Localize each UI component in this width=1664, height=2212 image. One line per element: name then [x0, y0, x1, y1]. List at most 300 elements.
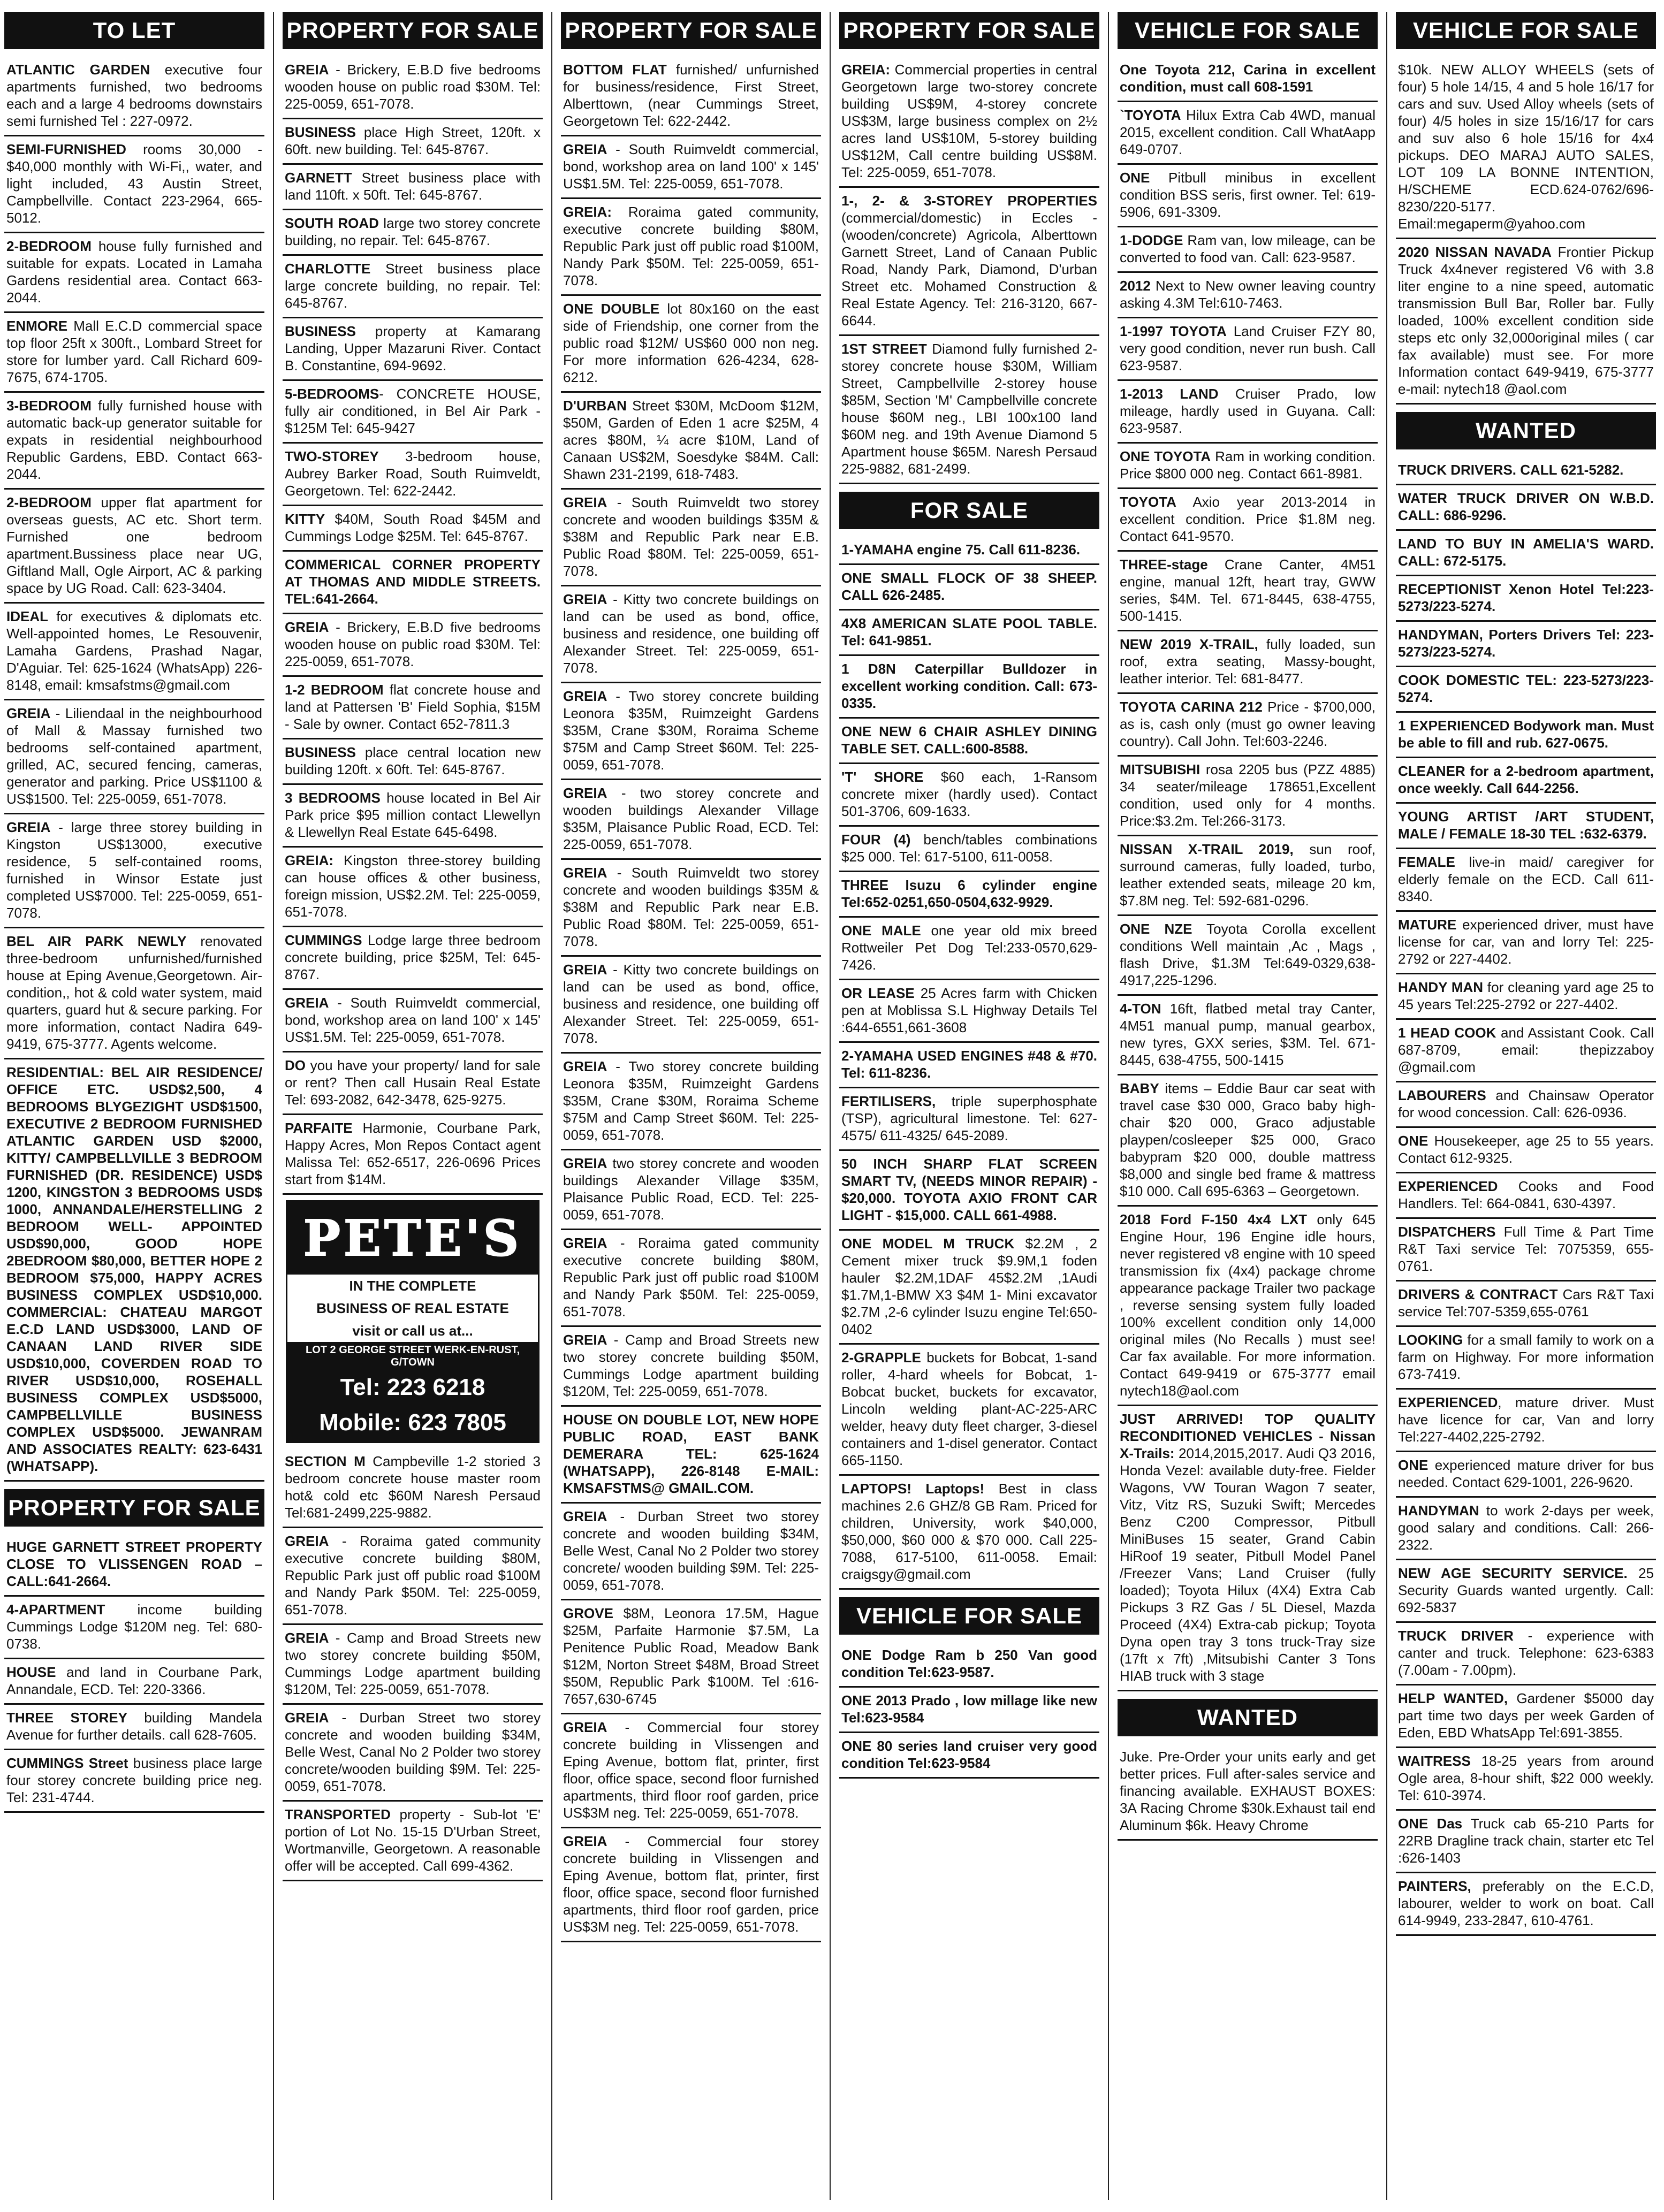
ad-lead: CUMMINGS [285, 932, 362, 948]
ad-text: - Camp and Broad Streets new two storey concrete building $50M, Cummings Lodge apartment building $120M, Tel: 225-0059, 651-7078. [563, 1332, 819, 1399]
classified-ad [561, 1714, 821, 1828]
ad-text: COMMERICAL CORNER PROPERTY AT THOMAS AND MIDDLE STREETS. TEL:641-2664. [285, 556, 541, 607]
classified-ad [4, 814, 264, 928]
ad-text: and Assistant Cook. Call 687-8709, email: thepizzaboy @gmail.com [1398, 1025, 1654, 1075]
ad-lead: 'T' SHORE [841, 769, 924, 785]
ad-text: Porters Drivers Tel: 223-5273/223-5274. [1398, 627, 1654, 660]
ad-text: Campbeville 1-2 storied 3 bedroom concrete house master room hot& cold etc $60M Naresh Persaud Tel:681-2499,225-9882. [285, 1453, 541, 1521]
ad-lead: GREIA [563, 962, 607, 978]
classified-ad [283, 381, 543, 444]
classified-ad [1118, 552, 1378, 631]
column-vehicle-for-sale-1 [1118, 12, 1378, 2206]
ad-lead: GREIA [563, 1508, 607, 1524]
classified-ad [1118, 836, 1378, 916]
classified-ad [1396, 1685, 1656, 1748]
classified-ad [1396, 1811, 1656, 1873]
ad-lead: 3 BEDROOMS [285, 790, 381, 806]
ad-lead: TWO-STOREY [285, 448, 379, 464]
ad-text: - Durban Street two storey concrete and wooden building $34M, Belle West, Canal No 2 Polder two storey concrete/ wooden building $9M. Tel: 225-0059, 651-7078. [563, 1508, 819, 1593]
ad-text: ONE 2013 Prado , low millage like new Tel:623-9584 [841, 1692, 1097, 1726]
ad-text: Kingston three-storey building can house offices & other business, foreign mission, US$2.2M. Tel: 225-0059, 651-7078. [285, 852, 541, 920]
ad-text: $2.2M , 2 Cement mixer truck $9.9M,1 foden hauler $2.2M,1DAF 45$2.2M ,1Audi $1.7M,1-BMW X3 $4M 1- Mini excavator $2.7M ,2-6 cylinder Isuzu engine Tel:650-0402 [841, 1235, 1097, 1337]
ad-text: Frontier Pickup Truck 4x4never registered V6 with 3.8 liter engine to a nine speed, automatic transmission Bull Bar, Roller bar. Fully loaded, 100% excellent condition side steps etc only 32,000original miles ( car fax available) must see. For more Information contact 649-9419, 675-3777 e-mail: nytech18 @aol.com [1398, 244, 1654, 397]
ad-text: 2014,2015,2017. Audi Q3 2016, Honda Vezel: available duty-free. Fielder Wagons, VW Touran Wagon 7 seater, Vitz, Vitz RS, Suzuki Swift; Mercedes Benz C200 Compressor, Pitbull MiniBuses 15 seater, Grand Cabin HiRoof 19 seater, Pitbull Model Panel /Freezer Vans; Land Cruiser (fully loaded); Toyota Hilux (4X4) Extra Cab Pickups 3 RZ Gas / 5L Diesel, Mazda Proceed (4X4) Extra-cab pickup; Toyota Dyna open tray 3 tons truck-Tray size (17ft x 7ft) ,Mitsubishi Canter 3 Tons HIAB truck with 3 stage [1120, 1445, 1376, 1684]
ad-lead: 1-DODGE [1120, 232, 1183, 248]
ad-lead: D'URBAN [563, 398, 627, 414]
ad-text: $8M, Leonora 17.5M, Hague $25M, Parfaite Harmonie $7.5M, La Penitence Public Road, Meadow Bank $12M, Norton Street $48M, Broad Street $50M, Republic Park $100M. Tel :616-7657,630-6745 [563, 1605, 819, 1707]
ads-list [839, 1642, 1099, 1779]
column-divider [273, 12, 274, 2200]
ad-lead: RECEPTIONIST [1398, 581, 1501, 597]
ad-lead: LABOURERS [1398, 1087, 1486, 1103]
ad-lead: BUSINESS [285, 323, 356, 339]
classified-ad [283, 785, 543, 848]
classified-ad [561, 490, 821, 586]
ad-text: 25 Security Guards wanted urgently. Call: 692-5837 [1398, 1565, 1654, 1615]
ad-text: - two storey concrete and wooden buildings Alexander Village $35M, Plaisance Public Road, ECD. Tel: 225-0059, 651-7078. [563, 785, 819, 852]
ad-text: - CONCRETE HOUSE, fully air conditioned, in Bel Air Park - $125M Tel: 645-9427 [285, 386, 541, 436]
classified-ad [561, 1828, 821, 1942]
classified-ad [839, 1476, 1099, 1590]
classified-ad [839, 57, 1099, 188]
ad-lead: HANDY MAN [1398, 979, 1484, 995]
ad-lead: 1ST STREET [841, 341, 927, 357]
classified-ad [283, 1705, 543, 1802]
ad-text: Land Cruiser FZY 80, very good condition, never run bush. Call 623-9587. [1120, 323, 1376, 373]
column-divider [1386, 12, 1387, 2200]
ad-text: Truck cab 65-210 Parts for 22RB Dragline track chain, starter etc Tel :626-1403 [1398, 1816, 1654, 1866]
section-header-property-for-sale: PROPERTY FOR SALE [4, 1489, 264, 1527]
ad-lead: TRANSPORTED [285, 1806, 391, 1822]
classified-ad [839, 1345, 1099, 1476]
classified-ad [283, 1448, 543, 1528]
classified-ad [283, 444, 543, 506]
ad-lead: 1-, 2- & 3-STOREY PROPERTIES [841, 193, 1097, 209]
promo-mobile: Mobile: 623 7805 [287, 1406, 538, 1441]
classified-ad [1396, 622, 1656, 667]
ad-text: Price - $700,000, as is, cash only (must go owner leaving country). Call John. Tel:603-2246. [1120, 699, 1376, 749]
ad-lead: THREE-stage [1120, 556, 1208, 573]
classified-ad [283, 677, 543, 739]
classified-ad [1396, 1219, 1656, 1282]
ad-lead: 1 HEAD COOK [1398, 1025, 1496, 1041]
ad-lead: ONE TOYOTA [1120, 448, 1211, 464]
ads-list [1118, 57, 1378, 1691]
ad-text: - Roraima gated community executive concrete building $80M, Republic Park just off public road $100M and Nandy Park $50M. Tel: 225-0059, 651-7078. [563, 1235, 819, 1319]
classified-ad [1118, 444, 1378, 489]
ad-text: executive four apartments furnished, two bedrooms each and a large 4 bedrooms downstairs semi furnished Tel : 227-0972. [6, 62, 262, 129]
ad-text: house fully furnished and suitable for expats. Located in Lamaha Gardens residential area. Contact 663-2044. [6, 238, 262, 306]
classified-ad [1118, 273, 1378, 318]
classified-ad [561, 1504, 821, 1600]
ad-text: lot 80x160 on the east side of Friendship, one corner from the public road $12M/ US$60 000 non neg. For more information 626-4234, 628-6212. [563, 301, 819, 385]
ad-lead: GREIA [563, 1155, 607, 1171]
classified-ad [1118, 757, 1378, 836]
ad-text: - experience with canter and truck. Telephone: 623-6383 (7.00am - 7.00pm). [1398, 1628, 1654, 1678]
ads-list [1396, 57, 1656, 405]
ad-lead: GREIA: [563, 204, 612, 220]
classified-ad [561, 683, 821, 780]
ad-text: - South Ruimveldt two storey concrete and wooden buildings $35M & $38M and Republic Park near E.B. Public Road $80M. Tel: 225-0059, 651-7078. [563, 494, 819, 579]
ad-text: Cooks and Food Handlers. Tel: 664-0841, 630-4397. [1398, 1178, 1654, 1211]
classified-ad [561, 1230, 821, 1327]
classified-ad [839, 1043, 1099, 1088]
ad-text: fully loaded, sun roof, extra seating, Massy-bought, leather interior. Tel: 681-8477. [1120, 636, 1376, 687]
classified-ad [561, 57, 821, 136]
ad-text: for cleaning yard age 25 to 45 years Tel:225-2792 or 227-4402. [1398, 979, 1654, 1012]
classified-ad [4, 1597, 264, 1659]
ads-list [283, 1448, 543, 1881]
ad-lead: 2-GRAPPLE [841, 1349, 921, 1366]
ad-text: (commercial/domestic) in Eccles - (wooden/concrete) Agricola, Alberttown Garnett Street, Land of Canaan Public Road, Nandy Park, Diamond, D'urban Street etc. Mohamed Construction & Real Estate Agency. Tel: 216-3120, 667-6644. [841, 210, 1097, 329]
ad-text: CLEANER for a 2-bedroom apartment, once weekly. Call 644-2256. [1398, 763, 1654, 796]
ad-text: income building Cummings Lodge $120M neg. Tel: 680-0738. [6, 1601, 262, 1652]
ad-lead: 2012 [1120, 278, 1151, 294]
ad-text: you have your property/ land for sale or rent? Then call Husain Real Estate Tel: 693-2082, 642-3478, 625-9275. [285, 1057, 541, 1108]
ad-text: business place large four storey concrete building price neg. Tel: 231-4744. [6, 1755, 262, 1805]
ad-text: ONE 80 series land cruiser very good condition Tel:623-9584 [841, 1738, 1097, 1771]
column-property-and-for-sale [839, 12, 1099, 2206]
classified-ad [839, 1642, 1099, 1688]
ad-text: TRUCK DRIVERS. CALL 621-5282. [1398, 462, 1624, 478]
ad-lead: HELP WANTED, [1398, 1690, 1508, 1706]
classified-ad [4, 313, 264, 393]
ad-text: $40M, South Road $45M and Cummings Lodge $25M. Tel: 645-8767. [285, 511, 541, 544]
ad-lead: 2-BEDROOM [6, 238, 92, 254]
classified-ad [283, 739, 543, 785]
ad-lead: GREIA [563, 1833, 607, 1849]
ad-lead: GREIA [6, 705, 51, 721]
ad-text: Ram van, low mileage, can be converted to food van. Call: 623-9587. [1120, 232, 1376, 265]
ad-text: for a small family to work on a farm on Highway. For more information 673-7419. [1398, 1332, 1654, 1382]
classified-ad [839, 336, 1099, 484]
ad-text: Gardener $5000 day part time two days per week Garden of Eden, EBD WhatsApp Tel:691-3855. [1398, 1690, 1654, 1741]
ad-lead: CHARLOTTE [285, 261, 371, 277]
classified-ad [1396, 1498, 1656, 1560]
ad-text: rooms 30,000 - $40,000 monthly with Wi-Fi,, water, and light included, 43 Austin Street, Campbellville. Contact 223-2964, 665-5012. [6, 141, 262, 226]
ad-lead: 1-2 BEDROOM [285, 682, 384, 698]
ad-lead: GROVE [563, 1605, 613, 1621]
classified-ad [4, 1705, 264, 1750]
classified-ad [1396, 239, 1656, 405]
promo-tel: Tel: 223 6218 [287, 1371, 538, 1406]
ad-lead: GREIA [285, 1710, 329, 1726]
classified-ad [1396, 531, 1656, 576]
ad-lead: LOOKING [1398, 1332, 1463, 1348]
ad-text: 1-YAMAHA engine 75. Call 611-8236. [841, 541, 1081, 558]
classified-ad [839, 1151, 1099, 1231]
classified-ad [4, 1750, 264, 1813]
classified-ad [283, 927, 543, 990]
ad-text: Hilux Extra Cab 4WD, manual 2015, excellent condition. Call WhatAapp 649-0707. [1120, 107, 1376, 157]
classified-ad [1396, 667, 1656, 713]
ad-text: Full Time & Part Time R&T Taxi service Tel: 7075359, 655-0761. [1398, 1224, 1654, 1274]
ad-lead: SEMI-FURNISHED [6, 141, 126, 157]
classified-ad [283, 848, 543, 927]
ad-text: - Liliendaal in the neighbourhood of Mall & Massay furnished two bedrooms self-contained apartment, grilled, AC, secured fencing, cameras, generator and parking. Price US$1100 & US$1500. Tel: 225-0059, 651-7078. [6, 705, 262, 807]
ad-lead: HANDYMAN, [1398, 627, 1483, 643]
ad-text: Lodge large three bedroom concrete building, price $25M, Tel: 645-8767. [285, 932, 541, 982]
ad-lead: IDEAL [6, 608, 48, 624]
ad-lead: 3-BEDROOM [6, 398, 92, 414]
classified-ad [283, 57, 543, 119]
ad-text: experienced driver, must have license for car, van and lorry Tel: 225-2792 or 227-4402. [1398, 917, 1654, 967]
ad-lead: 4-TON [1120, 1001, 1161, 1017]
ad-text: Street business place large concrete building, no repair. Tel: 645-8767. [285, 261, 541, 311]
ad-lead: ONE [1398, 1133, 1429, 1149]
promo-address: LOT 2 GEORGE STREET WERK-EN-RUST, G/TOWN [287, 1342, 538, 1371]
ad-text: - large three storey building in Kingston US$13000, executive residence, 5 self-contained rooms, furnished in Winsor Estate just completed US$7000. Tel: 225-0059, 651-7078. [6, 819, 262, 921]
ad-lead: GREIA [285, 62, 329, 78]
classified-ad [1118, 227, 1378, 273]
classified-ad [1118, 381, 1378, 444]
classified-ad [839, 565, 1099, 611]
ads-list [4, 57, 264, 1482]
ad-text: Pitbull minibus in excellent condition BSS seris, first owner. Tel: 619-5906, 691-3309. [1120, 170, 1376, 220]
classified-ad [839, 537, 1099, 565]
ad-text: to work 2-days per week, good salary and conditions. Call: 266-2322. [1398, 1502, 1654, 1553]
ad-lead: FEMALE [1398, 854, 1455, 870]
ad-text: RESIDENTIAL: BEL AIR RESIDENCE/ OFFICE ETC. USD$2,500, 4 BEDROOMS BLYGEZIGHT USD$1500, EXECUTIVE 2 BEDROOM FURNISHED ATLANTIC GARDEN USD $2000, KITTY/ CAMPBELLVILLE 3 BEDROOM FURNISHED (DR. RESIDENCE) USD$ 1200, KINGSTON 3 BEDROOMS USD$ 1000, ANNANDALE/HERSTELLING 2 BEDROOM WELL- APPOINTED USD$90,000, GOOD HOPE 2BEDROOM $80,000, BETTER HOPE 2 BEDROOM $75,000, HAPPY ACRES BUSINESS COMPLEX USD$10,000. COMMERCIAL: CHATEAU MARGOT E.C.D LAND USD$3000, LAND OF CANAAN LAND RIVER SIDE USD$10,000, COVERDEN ROAD TO RIVER USD$10,000, ROSEHALL BUSINESS COMPLEX USD$5000, CAMPBELLVILLE BUSINESS COMPLEX USD$5000. JEWANRAM AND ASSOCIATES REALTY: 623-6431 (WHATSAPP). [6, 1064, 262, 1474]
ad-lead: `TOYOTA [1120, 107, 1181, 123]
classified-ad [561, 1150, 821, 1230]
classified-ad [283, 1115, 543, 1195]
ad-lead: ATLANTIC GARDEN [6, 62, 150, 78]
classified-ad [1396, 974, 1656, 1020]
column-divider [1108, 12, 1109, 2200]
ad-text: - Camp and Broad Streets new two storey concrete building $50M, Cummings Lodge apartment building $120M, Tel: 225-0059, 651-7078. [285, 1630, 541, 1697]
ad-lead: GREIA [285, 1630, 329, 1646]
classified-ad [561, 860, 821, 957]
ad-text: furnished/ unfurnished for business/residence, First Street, Alberttown, (near Cummings Street, Georgetown Tel: 622-2442. [563, 62, 819, 129]
ad-lead: GREIA [563, 141, 607, 157]
ad-lead: WAITRESS [1398, 1753, 1471, 1769]
column-divider [830, 12, 831, 2200]
ad-text: items – Eddie Baur car seat with travel case $30 000, Graco baby high-chair $20 000, Graco adjustable playpen/cosleeper $25 000, Graco babypram $20 000, double mattress $8,000 and single bed frame & mattress $10 000. Call 695-6363 – Georgetown. [1120, 1080, 1376, 1199]
ad-lead: ONE [1398, 1457, 1429, 1473]
ad-text: and Chainsaw Operator for wood concession. Call: 626-0936. [1398, 1087, 1654, 1120]
classified-ad [561, 586, 821, 683]
ad-text: for executives & diplomats etc. Well-appointed homes, Le Resouvenir, Lamaha Gardens, Prashad Nagar, D'Aguiar. Tel: 625-1624 (WhatsApp) 226-8148, email: kmsafstms@gmail.com [6, 608, 262, 693]
ad-text: Roraima gated community, executive concrete building $80M, Republic Park just off public road $100M, Nandy Park $50M. Tel: 225-0059, 651-7078. [563, 204, 819, 288]
ad-lead: 2018 Ford F-150 4x4 LXT [1120, 1211, 1307, 1227]
ad-text: HUGE GARNETT STREET PROPERTY CLOSE TO VLISSENGEN ROAD – CALL:641-2664. [6, 1539, 262, 1589]
classified-ad [1396, 1020, 1656, 1082]
ad-text: property - Sub-lot 'E' portion of Lot No. 15-15 D'Urban Street, Wortmanville, Georgetown. A reasonable offer will be accepted. Call 699-4362. [285, 1806, 541, 1874]
ad-text: Cars R&T Taxi service Tel:707-5359,655-0761 [1398, 1286, 1654, 1319]
section-header-to-let: TO LET [4, 12, 264, 49]
ad-text: COOK DOMESTIC TEL: 223-5273/223-5274. [1398, 672, 1654, 705]
classified-ad [1396, 1560, 1656, 1623]
ad-lead: EXPERIENCED [1398, 1394, 1498, 1410]
ad-text: - South Ruimveldt commercial, bond, workshop area on land 100' x 145' US$1.5M. Tel: 225-0059, 651-7078. [563, 141, 819, 192]
section-header-for-sale: FOR SALE [839, 492, 1099, 529]
classified-ad [1118, 1207, 1378, 1406]
ad-text: Best in class machines 2.6 GHZ/8 GB Ram. Priced for children, University, work $40,000, $50,000, $60 000 & $70 000. Call 225-7088, 617-5100, 611-0058. Email: craigsgy@gmail.com [841, 1481, 1098, 1582]
classified-ad [283, 552, 543, 614]
ad-text: Street $30M, McDoom $12M, $50M, Garden of Eden 1 acre $25M, 4 acres $80M, ¼ acre $10M, Land of Canaan US$2M, Soesdyke $84M. Call: Shawn 231-2199, 618-7483. [563, 398, 819, 482]
ad-text: renovated three-bedroom unfurnished/furnished house at Eping Avenue,Georgetown. Air-condition,, hot & cold water system, maid quarters, guard hut & secure parking. For more information, contact Nadira 649-9419, 675-3777. Agents welcome. [6, 933, 262, 1052]
classified-ad [839, 918, 1099, 980]
classified-ad [283, 990, 543, 1052]
classified-ad [4, 928, 264, 1059]
ad-lead: FOUR (4) [841, 832, 911, 848]
classified-ad [561, 1327, 821, 1407]
classified-ad [561, 393, 821, 490]
ads-list [561, 57, 821, 1942]
ad-lead: GREIA [563, 494, 607, 510]
classified-ad [1118, 57, 1378, 102]
section-header-vehicle-for-sale: VEHICLE FOR SALE [1396, 12, 1656, 49]
ad-text: Commercial properties in central Georgetown large two-storey concrete building US$9M, 4-storey concrete US$3M, large business complex on 2½ acres land US$10M, 5-storey building US$12M, Call centre building US$8M. Tel: 225-0059, 651-7078. [841, 62, 1097, 180]
classified-ad [1396, 849, 1656, 912]
ad-text: and land in Courbane Park, Annandale, ECD. Tel: 220-3366. [6, 1664, 262, 1697]
section-header-vehicle-for-sale: VEHICLE FOR SALE [1118, 12, 1378, 49]
ad-text: - Two storey concrete building Leonora $35M, Ruimzeight Gardens $35M, Crane $30M, Roraima Scheme $75M and Camp Street $60M. Tel: 225-0059, 651-7078. [563, 688, 819, 773]
classified-ad [1396, 1748, 1656, 1811]
ad-text: , mature driver. Must have licence for car, Van and lorry Tel:227-4402,225-2792. [1398, 1394, 1654, 1445]
classified-ad [561, 780, 821, 860]
ad-lead: MATURE [1398, 917, 1457, 933]
classified-ad [283, 1625, 543, 1705]
ad-text: 3-bedroom house, Aubrey Barker Road, South Ruimveldt, Georgetown. Tel: 622-2442. [285, 448, 541, 499]
ad-lead: HOUSE [6, 1664, 56, 1680]
ad-text: rosa 2205 bus (PZZ 4885) 34 seater/mileage 178651,Excellent condition, used only for 4 months. Price:$3.2m. Tel:266-3173. [1120, 761, 1376, 829]
column-vehicle-and-wanted [1396, 12, 1656, 2206]
ad-text: - Durban Street two storey concrete and wooden building $34M, Belle West, Canal No 2 Polder two storey concrete/wooden building $9M. Tel: 225-0059, 651-7078. [285, 1710, 541, 1794]
ad-lead: ONE DOUBLE [563, 301, 660, 317]
ad-text: 50 INCH SHARP FLAT SCREEN SMART TV, (NEEDS MINOR REPAIR) - $20,000. TOYOTA AXIO FRONT CAR LIGHT - $15,000. CALL 661-4988. [841, 1156, 1097, 1223]
ad-text: - Roraima gated community executive concrete building $80M, Republic Park just off public road $100M and Nandy Park $50M. Tel: 225-0059, 651-7078. [285, 1533, 541, 1618]
classified-ad [1396, 912, 1656, 974]
petes-logo: PETE'S [287, 1202, 538, 1275]
ad-text: $60 each, 1-Ransom concrete mixer (hardly used). Contact 501-3706, 609-1633. [841, 769, 1098, 819]
ad-lead: CUMMINGS Street [6, 1755, 128, 1771]
classified-ad [1396, 485, 1656, 531]
ad-text: - Kitty two concrete buildings on land can be used as bond, office, business and residence, one building off Alexander Street. Tel: 225-0059, 651-7078. [563, 591, 819, 676]
classified-ad [1396, 1128, 1656, 1173]
ad-lead: GREIA [563, 1332, 607, 1348]
ad-text: house located in Bel Air Park price $95 million contact Llewellyn & Llewellyn Real Estate 645-6498. [285, 790, 541, 840]
classified-ad [4, 57, 264, 136]
classified-ad [283, 119, 543, 165]
ad-lead: GREIA [285, 1533, 329, 1549]
classified-ad [283, 614, 543, 677]
ad-text: - Kitty two concrete buildings on land can be used as bond, office, business and residence, one building off Alexander Street. Tel: 225-0059, 651-7078. [563, 962, 819, 1046]
ad-text: only 645 Engine Hour, 196 Engine idle hours, never registered v8 engine with 10 speed transmission fix (4x4) package chrome appearance package Trailer two package , reverse sensing system fully loaded 100% excellent condition only 14,000 original miles (No Recalls ) must see! Car fax available. For more information. Contact 649-9419 or 675-3777 email nytech18@aol.com [1120, 1211, 1376, 1399]
ad-lead: 5-BEDROOMS [285, 386, 379, 402]
classified-ad [1396, 576, 1656, 622]
ad-lead: BOTTOM FLAT [563, 62, 667, 78]
classified-ad [561, 957, 821, 1054]
ad-lead: GREIA: [841, 62, 890, 78]
ad-text: 1 EXPERIENCED Bodywork man. Must be able to fill and rub. 627-0675. [1398, 718, 1654, 751]
classified-ad [561, 1407, 821, 1504]
section-header-property-for-sale: PROPERTY FOR SALE [561, 12, 821, 49]
classified-ad [1118, 694, 1378, 757]
ad-text: - South Ruimveldt two storey concrete and wooden buildings $35M & $38M and Republic Park near E.B. Public Road $80M. Tel: 225-0059, 651-7078. [563, 865, 819, 949]
ad-lead: ONE Das [1398, 1816, 1463, 1832]
ad-text: live-in maid/ caregiver for elderly female on the ECD. Call 611-8340. [1398, 854, 1654, 904]
classified-ad [1118, 916, 1378, 996]
ad-text: Next to New owner leaving country asking 4.3M Tel:610-7463. [1120, 278, 1376, 311]
ad-lead: TOYOTA CARINA 212 [1120, 699, 1263, 715]
classified-ad [1396, 804, 1656, 849]
ad-lead: FERTILISERS, [841, 1093, 936, 1109]
ad-text: One Toyota 212, Carina in excellent condition, must call 608-1591 [1120, 62, 1376, 95]
ad-text: building Mandela Avenue for further details. call 628-7605. [6, 1710, 263, 1743]
ad-lead: TOYOTA [1120, 494, 1176, 510]
classified-ad [1396, 758, 1656, 804]
classified-ad [839, 1688, 1099, 1733]
classified-ad [1396, 1327, 1656, 1390]
ad-text: one year old mix breed Rottweiler Pet Dog Tel:233-0570,629-7426. [841, 922, 1097, 973]
classified-ad [283, 1528, 543, 1625]
ad-lead: BEL AIR PARK NEWLY [6, 933, 187, 949]
ad-text: ONE SMALL FLOCK OF 38 SHEEP. CALL 626-2485. [841, 570, 1097, 603]
classified-ad [839, 1231, 1099, 1345]
ad-lead: GREIA [285, 619, 329, 635]
classified-ad [4, 604, 264, 700]
ad-lead: NEW AGE SECURITY SERVICE. [1398, 1565, 1628, 1581]
classified-ad [1396, 1082, 1656, 1128]
ad-text: Toyota Corolla excellent conditions Well maintain ,Ac , Mags , flash Drive, $1.3M Tel:649-0329,638-4917,225-1296. [1120, 921, 1376, 988]
ad-lead: DISPATCHERS [1398, 1224, 1496, 1240]
ad-lead: MITSUBISHI [1120, 761, 1200, 777]
classified-ad [1396, 1390, 1656, 1452]
ad-lead: GREIA [563, 1058, 607, 1074]
classified-ad [561, 296, 821, 393]
ad-lead: 4-APARTMENT [6, 1601, 105, 1618]
ad-text: Street business place with land 110ft. x 50ft. Tel: 645-8767. [285, 170, 541, 203]
ad-text: experienced mature driver for bus needed. Contact 629-1001, 226-9620. [1398, 1457, 1654, 1490]
classified-ad [561, 136, 821, 199]
classified-ad [839, 611, 1099, 656]
classified-ad [1118, 318, 1378, 381]
ad-lead: PARFAITE [285, 1120, 353, 1136]
classified-ad [839, 764, 1099, 827]
classified-ad [1396, 713, 1656, 758]
ad-lead: GREIA [563, 1235, 607, 1251]
ad-lead: GREIA [563, 1719, 607, 1735]
classified-ad [283, 318, 543, 381]
ad-lead: GREIA [285, 995, 329, 1011]
classified-ad [1396, 1282, 1656, 1327]
ad-lead: ONE NZE [1120, 921, 1192, 937]
ad-lead: GREIA [563, 785, 607, 801]
ad-text: Housekeeper, age 25 to 55 years. Contact 612-9325. [1398, 1133, 1654, 1166]
classified-ad [4, 700, 264, 814]
section-header-vehicle-for-sale: VEHICLE FOR SALE [839, 1597, 1099, 1635]
ad-lead: BUSINESS [285, 744, 356, 760]
ad-lead: LAPTOPS! Laptops! [841, 1481, 985, 1497]
classified-ad [4, 136, 264, 233]
classified-ad [561, 199, 821, 296]
classified-ad [1118, 165, 1378, 227]
classified-ad [839, 1733, 1099, 1779]
classified-ad [4, 233, 264, 313]
petes-real-estate-ad [286, 1200, 540, 1443]
classified-ad [839, 980, 1099, 1043]
ad-lead: NISSAN X-TRAIL 2019, [1120, 841, 1294, 857]
classified-ad [4, 1659, 264, 1705]
ad-lead: GREIA [6, 819, 51, 835]
ad-text: Diamond fully furnished 2-storey concrete house $30M, William Street, Campbellville 2-storey house $85M, Section 'M' Campbellville concrete house $60M neg., LBI 100x100 land $60M neg. and 19th Avenue Diamond 5 Apartment house $65M. Naresh Persaud 225-9882, 681-2499. [841, 341, 1097, 477]
ad-text: place central location new building 120ft. x 60ft. Tel: 645-8767. [285, 744, 541, 777]
ad-lead: TRUCK DRIVER [1398, 1628, 1514, 1644]
ad-text: ONE NEW 6 CHAIR ASHLEY DINING TABLE SET. CALL:600-8588. [841, 723, 1097, 757]
ad-lead: EXPERIENCED [1398, 1178, 1498, 1194]
